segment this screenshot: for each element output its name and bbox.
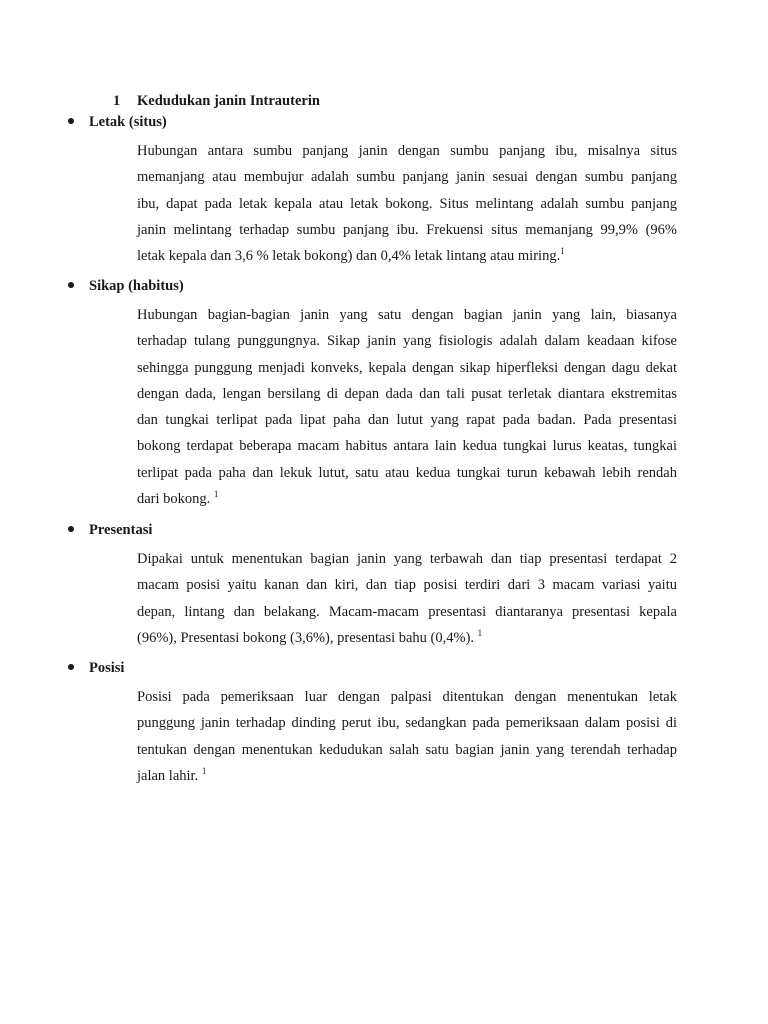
bullet-label: Letak (situs) — [89, 114, 167, 130]
paragraph-line: punggung janin terhadap dinding perut ibu, sedangkan pada pemeriksaan dalam posisi di — [137, 715, 677, 732]
paragraph-line-last — [137, 625, 677, 651]
bullet-item-posisi — [68, 659, 124, 677]
bullet-icon — [68, 526, 74, 532]
paragraph-line: Posisi pada pemeriksaan luar dengan palpasi ditentukan dengan menentukan letak — [137, 689, 677, 705]
paragraph-line: terlipat pada paha dan lekuk lutut, satu atau kedua tungkai turun kebawah lebih rendah — [137, 464, 677, 481]
footnote-marker: 1 — [477, 628, 483, 639]
paragraph-letak — [137, 138, 677, 269]
paragraph-posisi — [137, 684, 677, 789]
paragraph-line: memanjang atau membujur adalah sumbu panjang janin sesuai dengan sumbu panjang — [137, 169, 677, 186]
paragraph-line: macam posisi yaitu kanan dan kiri, dan tiap posisi terdiri dari 3 macam variasi yaitu — [137, 577, 677, 594]
bullet-icon — [68, 664, 74, 670]
paragraph-text: (96%), Presentasi bokong (3,6%), presentasi bahu (0,4%). — [137, 629, 475, 646]
paragraph-line: bokong terdapat beberapa macam habitus antara lain kedua tungkai lurus keatas, tungkai — [137, 438, 677, 455]
bullet-item-letak — [68, 113, 167, 131]
heading-number: 1 — [113, 93, 121, 109]
bullet-item-sikap — [68, 277, 184, 295]
paragraph-line-last — [137, 486, 677, 512]
paragraph-line: tentukan dengan menentukan kedudukan salah satu bagian janin yang terendah terhadap — [137, 741, 677, 758]
paragraph-text: dari bokong. — [137, 491, 211, 508]
bullet-icon — [68, 118, 74, 124]
paragraph-line: dan tungkai terlipat pada lipat paha dan lutut yang rapat pada badan. Pada presentasi — [137, 412, 677, 429]
paragraph-sikap — [137, 302, 677, 512]
paragraph-line: dengan dada, lengan bersilang di depan dada dan tali pusat terletak diantara ekstremitas — [137, 385, 677, 402]
section-heading — [113, 93, 320, 110]
paragraph-line: Dipakai untuk menentukan bagian janin yang terbawah dan tiap presentasi terdapat 2 — [137, 551, 677, 567]
bullet-label: Posisi — [89, 660, 125, 676]
paragraph-line: sehingga punggung menjadi konveks, kepala dengan sikap hiperfleksi dengan dagu dekat — [137, 359, 677, 376]
footnote-marker: 1 — [560, 246, 565, 257]
paragraph-line: depan, lintang dan belakang. Macam-macam presentasi diantaranya presentasi kepala — [137, 603, 677, 620]
paragraph-line: Hubungan antara sumbu panjang janin dengan sumbu panjang ibu, misalnya situs — [137, 143, 677, 159]
paragraph-text: letak kepala dan 3,6 % letak bokong) dan 0,4% letak lintang atau miring. — [137, 248, 561, 265]
paragraph-text: jalan lahir. — [137, 767, 199, 784]
paragraph-line: ibu, dapat pada letak kepala atau letak bokong. Situs melintang adalah sumbu panjang — [137, 195, 677, 212]
bullet-label: Sikap (habitus) — [89, 278, 184, 294]
paragraph-line-last — [137, 243, 677, 269]
bullet-item-presentasi — [68, 521, 152, 539]
footnote-marker: 1 — [201, 766, 207, 777]
bullet-label: Presentasi — [89, 522, 153, 538]
paragraph-presentasi — [137, 546, 677, 651]
footnote-marker: 1 — [213, 489, 219, 500]
heading-title: Kedudukan janin Intrauterin — [137, 93, 320, 109]
paragraph-line: terhadap tulang punggungnya. Sikap janin yang fisiologis adalah dalam keadaan kifose — [137, 333, 677, 350]
paragraph-line-last — [137, 763, 677, 789]
bullet-icon — [68, 282, 74, 288]
paragraph-line: Hubungan bagian-bagian janin yang satu dengan bagian janin yang lain, biasanya — [137, 307, 677, 323]
paragraph-line: janin melintang terhadap sumbu panjang ibu. Frekuensi situs memanjang 99,9% (96% — [137, 221, 677, 238]
